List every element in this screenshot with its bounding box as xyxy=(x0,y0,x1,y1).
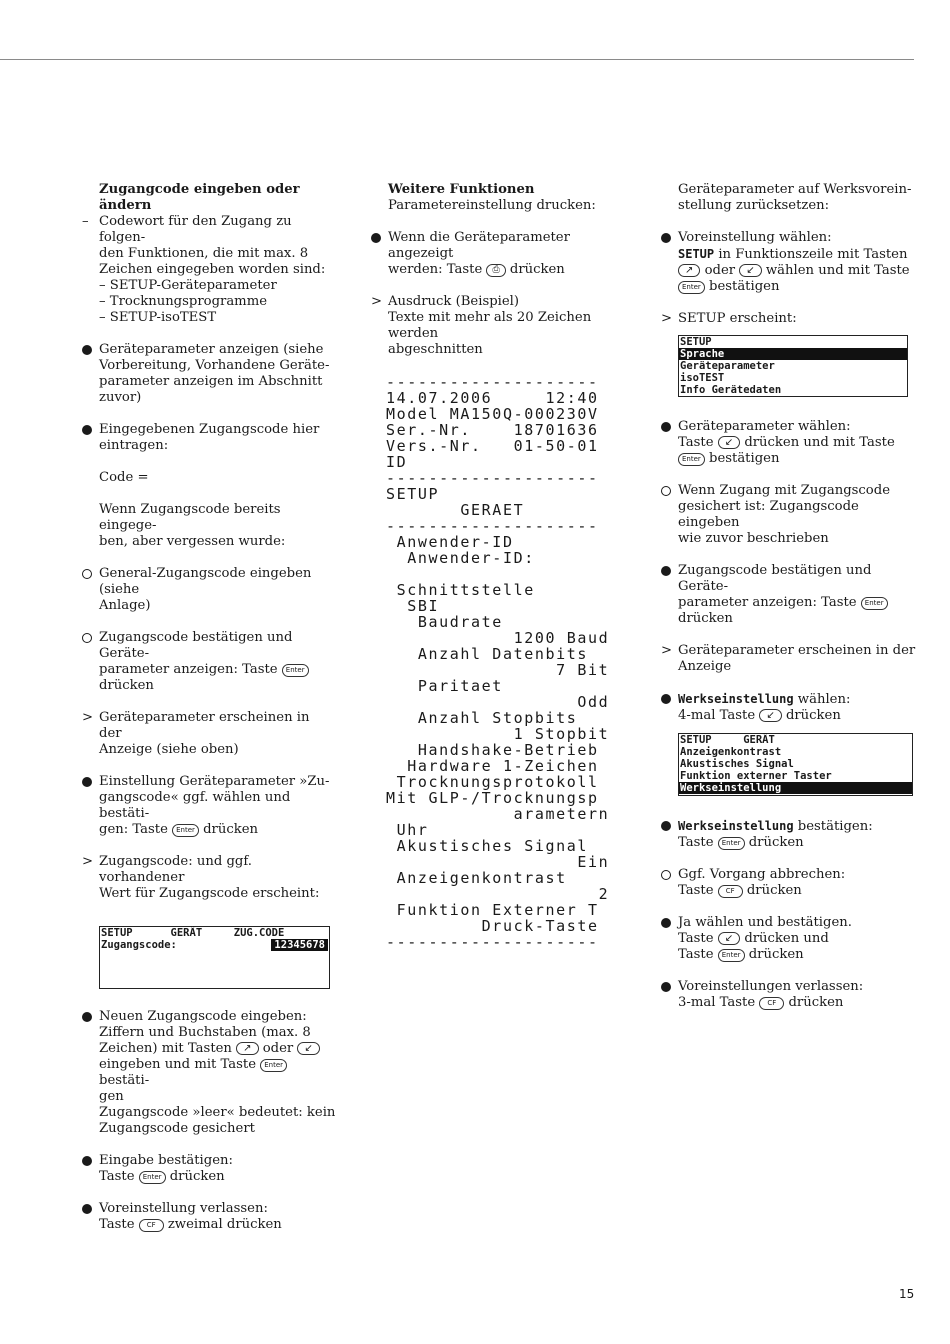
printout-line: SBI xyxy=(386,597,440,615)
cf-key-icon: CF xyxy=(718,885,743,898)
step-line: Zugangscode gesichert xyxy=(99,1121,255,1136)
printout-line: 7 Bit xyxy=(386,661,610,679)
arrow-down-key-icon: ↙ xyxy=(718,932,740,945)
step-line: Wenn Zugang mit Zugangscode xyxy=(678,483,890,498)
step-select-setting xyxy=(81,774,336,838)
arrow-down-key-icon: ↙ xyxy=(297,1042,319,1055)
printout-line: Druck-Taste xyxy=(386,917,599,935)
printout-line: 2 xyxy=(386,885,610,903)
intro-line: Zeichen eingegeben worden sind: xyxy=(99,262,326,277)
step-line: Taste ↙ drücken und xyxy=(678,931,829,946)
step-line: zuvor) xyxy=(99,390,142,405)
step-line: Zugangscode bestätigen und Geräte- xyxy=(99,630,293,661)
step-confirm-input xyxy=(81,1153,336,1185)
result-line: SETUP erscheint: xyxy=(678,311,797,326)
result-setup-shown xyxy=(660,311,920,327)
step-access-protected xyxy=(660,483,920,547)
lcd-code-value: 12345678 xyxy=(271,939,328,951)
lcd-row: isoTEST xyxy=(680,372,725,384)
printout-line: Uhr xyxy=(386,821,429,839)
printout-line: Baudrate xyxy=(386,613,503,631)
printout-line: Akustisches Signal xyxy=(386,837,588,855)
step-line: Zugangscode bestätigen und Geräte- xyxy=(678,563,872,594)
step-select-factory xyxy=(660,691,920,724)
step-line: Eingabe bestätigen: xyxy=(99,1153,233,1168)
step-line: Eingegebenen Zugangscode hier xyxy=(99,422,320,437)
step-line: SETUP in Funktionszeile mit Tasten xyxy=(678,247,908,262)
arrow-down-key-icon: ↙ xyxy=(739,264,761,277)
step-line: drücken xyxy=(678,611,733,626)
lcd-row: SETUP GERÄT xyxy=(680,734,775,746)
lcd-row: Info Gerätedaten xyxy=(680,384,782,396)
step-line: Werkseinstellung bestätigen: xyxy=(678,819,873,834)
step-line: Werkseinstellung wählen: xyxy=(678,692,851,707)
result-line: Zugangscode: und ggf. vorhandener xyxy=(99,854,252,885)
printout-line: 14.07.2006 12:40 xyxy=(386,389,599,407)
printout-line: arametern xyxy=(386,805,610,823)
lcd-row: Geräteparameter xyxy=(680,360,775,372)
printout-line: Trocknungsprotokoll xyxy=(386,773,599,791)
enter-key-icon: Enter xyxy=(172,824,199,837)
printout-line: -------------------- xyxy=(386,517,599,535)
printout-line: Anzahl Datenbits xyxy=(386,645,588,663)
enter-key-icon: Enter xyxy=(718,837,745,850)
arrow-down-key-icon: ↙ xyxy=(718,436,740,449)
printout-line: Handshake-Betrieb xyxy=(386,741,599,759)
cf-key-icon: CF xyxy=(139,1219,164,1232)
lcd-wrapper xyxy=(660,335,920,397)
printout-line: Anzahl Stopbits xyxy=(386,709,578,727)
printout-line: -------------------- xyxy=(386,469,599,487)
step-line: Zeichen) mit Tasten ↗ oder ↙ xyxy=(99,1041,336,1057)
step-line: Ggf. Vorgang abbrechen: xyxy=(678,867,846,882)
step-line: eingeben und mit Taste Enter bestäti- xyxy=(99,1057,336,1089)
intro-line: stellung zurücksetzen: xyxy=(678,198,830,213)
forgotten-note xyxy=(81,502,336,550)
printout-line: Funktion Externer T xyxy=(386,901,599,919)
printout-line: Odd xyxy=(386,693,610,711)
enter-key-icon: Enter xyxy=(678,453,705,466)
result-code-shown xyxy=(81,854,336,902)
code-field xyxy=(81,470,336,486)
printout-line: ID xyxy=(386,453,408,471)
result-parameters-shown xyxy=(81,710,336,758)
printout-line: -------------------- xyxy=(386,933,599,951)
heading-text: Zugangcode eingeben oder ändern xyxy=(99,182,300,213)
column-factory-reset xyxy=(660,182,920,1011)
step-line: Taste ↙ drücken und mit Taste xyxy=(678,435,895,450)
access-code-display xyxy=(99,926,330,989)
intro-block xyxy=(660,182,920,214)
step-line: Enter bestätigen xyxy=(678,451,920,467)
lcd-wrapper xyxy=(81,926,336,989)
lcd-header: SETUP GERÄT ZUG.CODE xyxy=(101,927,285,939)
step-line: Taste CF zweimal drücken xyxy=(99,1217,282,1232)
step-leave-setup xyxy=(81,1201,336,1233)
printout-line: Model MA150Q-000230V xyxy=(386,405,599,423)
intro-item xyxy=(81,214,336,326)
printout-line: Ser.-Nr. 18701636 xyxy=(386,421,599,439)
step-line: Ja wählen und bestätigen. xyxy=(678,915,852,930)
step-line: Enter bestätigen xyxy=(678,279,920,295)
note-line: ben, aber vergessen wurde: xyxy=(99,534,286,549)
step-line: gen: Taste Enter drücken xyxy=(99,822,259,837)
step-line: parameter anzeigen: Taste Enter xyxy=(678,595,920,611)
result-line: Geräteparameter erscheinen in der xyxy=(99,710,310,741)
lcd-code-label: Zugangscode: xyxy=(101,939,177,951)
column-more-functions xyxy=(370,182,615,950)
lcd-row: Akustisches Signal xyxy=(680,758,794,770)
top-rule xyxy=(0,59,914,60)
page-number: 15 xyxy=(899,1287,915,1301)
intro-line: – Trocknungsprogramme xyxy=(99,294,267,309)
step-confirm-factory xyxy=(660,818,920,851)
step-line: Wenn die Geräteparameter angezeigt xyxy=(388,230,570,261)
intro-line: – SETUP-Geräteparameter xyxy=(99,278,277,293)
printout-line: Vers.-Nr. 01-50-01 xyxy=(386,437,599,455)
printout-line: -------------------- xyxy=(386,373,599,391)
step-yes xyxy=(660,915,920,963)
lcd-wrapper xyxy=(660,733,920,796)
printout-line: 1200 Baud xyxy=(386,629,610,647)
step-line: Zugangscode »leer« bedeutet: kein xyxy=(99,1105,336,1120)
intro-line: Geräteparameter auf Werksvorein- xyxy=(678,182,912,197)
enter-key-icon: Enter xyxy=(282,664,309,677)
section-heading xyxy=(81,182,336,214)
step-line: Ziffern und Buchstaben (max. 8 xyxy=(99,1025,311,1040)
enter-key-icon: Enter xyxy=(139,1171,166,1184)
step-line: Voreinstellung wählen: xyxy=(678,230,832,245)
step-line: Taste Enter drücken xyxy=(678,947,804,962)
step-line: parameter anzeigen im Abschnitt xyxy=(99,374,323,389)
printout-line: Paritaet xyxy=(386,677,503,695)
step-general-code xyxy=(81,566,336,614)
result-line: Ausdruck (Beispiel) xyxy=(388,294,520,309)
result-line: Geräteparameter erscheinen in der xyxy=(678,643,916,658)
result-printout xyxy=(370,294,615,358)
step-new-code xyxy=(81,1009,336,1137)
enter-key-icon: Enter xyxy=(260,1059,287,1072)
printout-example xyxy=(370,374,615,950)
step-line: gesichert ist: Zugangscode eingeben xyxy=(678,499,859,530)
step-print xyxy=(370,230,615,278)
enter-key-icon: Enter xyxy=(678,281,705,294)
step-line: eintragen: xyxy=(99,438,169,453)
result-line: Texte mit mehr als 20 Zeichen werden xyxy=(388,310,592,341)
enter-key-icon: Enter xyxy=(718,949,745,962)
step-line: ↗ oder ↙ wählen und mit Taste xyxy=(678,263,920,279)
intro-line: den Funktionen, die mit max. 8 xyxy=(99,246,309,261)
step-line: Geräteparameter wählen: xyxy=(678,419,851,434)
printout-line: Anwender-ID xyxy=(386,533,514,551)
result-line: Anzeige xyxy=(678,659,732,674)
arrow-up-key-icon: ↗ xyxy=(236,1042,258,1055)
device-menu-display xyxy=(678,733,913,796)
step-line: werden: Taste ⎙ drücken xyxy=(388,262,565,277)
step-line: Taste Enter drücken xyxy=(678,835,804,850)
code-label: Code = xyxy=(99,470,149,485)
printout-line: Mit GLP-/Trocknungsp xyxy=(386,789,599,807)
lcd-row: Funktion externer Taster xyxy=(680,770,832,782)
intro-line: Codewort für den Zugang zu folgen- xyxy=(99,214,292,245)
step-line: Taste Enter drücken xyxy=(99,1169,225,1184)
setup-menu-display xyxy=(678,335,908,397)
enter-key-icon: Enter xyxy=(861,597,888,610)
lcd-row: Anzeigenkontrast xyxy=(680,746,782,758)
printout-line: GERAET xyxy=(386,501,525,519)
step-line: drücken xyxy=(99,678,154,693)
section-heading xyxy=(370,182,615,214)
step-line: Neuen Zugangscode eingeben: xyxy=(99,1009,307,1024)
lcd-row-selected: Werkseinstellung xyxy=(679,782,912,794)
step-line: Taste CF drücken xyxy=(678,883,802,898)
arrow-down-key-icon: ↙ xyxy=(759,709,781,722)
step-line: General-Zugangscode eingeben (siehe xyxy=(99,566,312,597)
step-select-parameters xyxy=(660,419,920,467)
step-line: parameter anzeigen: Taste Enter xyxy=(99,662,336,678)
step-line: Geräteparameter anzeigen (siehe xyxy=(99,342,324,357)
step-line: gen xyxy=(99,1089,124,1104)
cf-key-icon: CF xyxy=(759,997,784,1010)
printout-line xyxy=(386,566,615,582)
step-line: Anlage) xyxy=(99,598,151,613)
step-line: Vorbereitung, Vorhandene Geräte- xyxy=(99,358,330,373)
step-select-setup xyxy=(660,230,920,295)
heading-text: Weitere Funktionen xyxy=(388,182,535,197)
step-cancel xyxy=(660,867,920,899)
arrow-up-key-icon: ↗ xyxy=(678,264,700,277)
step-leave-presets xyxy=(660,979,920,1011)
step-confirm-code xyxy=(660,563,920,627)
printout-line: Anzeigenkontrast xyxy=(386,869,567,887)
step-line: Voreinstellungen verlassen: xyxy=(678,979,864,994)
step-line: gangscode« ggf. wählen und bestäti- xyxy=(99,790,291,821)
intro-line: – SETUP-isoTEST xyxy=(99,310,217,325)
lcd-code-row xyxy=(100,939,329,951)
step-show-parameters xyxy=(81,342,336,406)
result-line: abgeschnitten xyxy=(388,342,483,357)
step-line: 3-mal Taste CF drücken xyxy=(678,995,844,1010)
printout-line: 1 Stopbit xyxy=(386,725,610,743)
lcd-row: SETUP xyxy=(680,336,712,348)
result-line: Wert für Zugangscode erscheint: xyxy=(99,886,320,901)
printout-line: Ein xyxy=(386,853,610,871)
result-line: Anzeige (siehe oben) xyxy=(99,742,239,757)
printout-line: Schnittstelle xyxy=(386,581,535,599)
printout-line: SETUP xyxy=(386,485,440,503)
note-line: Wenn Zugangscode bereits eingege- xyxy=(99,502,281,533)
printout-text xyxy=(386,374,615,950)
step-enter-code-here xyxy=(81,422,336,454)
printout-line: Anwender-ID: xyxy=(386,549,535,567)
result-parameters-shown xyxy=(660,643,920,675)
column-access-code xyxy=(81,182,336,1233)
step-confirm-code xyxy=(81,630,336,694)
printout-line: Hardware 1-Zeichen xyxy=(386,757,599,775)
step-line: 4-mal Taste ↙ drücken xyxy=(678,708,841,723)
lcd-row-selected: Sprache xyxy=(679,348,907,360)
print-key-icon: ⎙ xyxy=(486,264,505,277)
step-line: wie zuvor beschrieben xyxy=(678,531,829,546)
subheading-text: Parametereinstellung drucken: xyxy=(388,198,596,213)
step-line: Voreinstellung verlassen: xyxy=(99,1201,268,1216)
step-line: Einstellung Geräteparameter »Zu- xyxy=(99,774,330,789)
